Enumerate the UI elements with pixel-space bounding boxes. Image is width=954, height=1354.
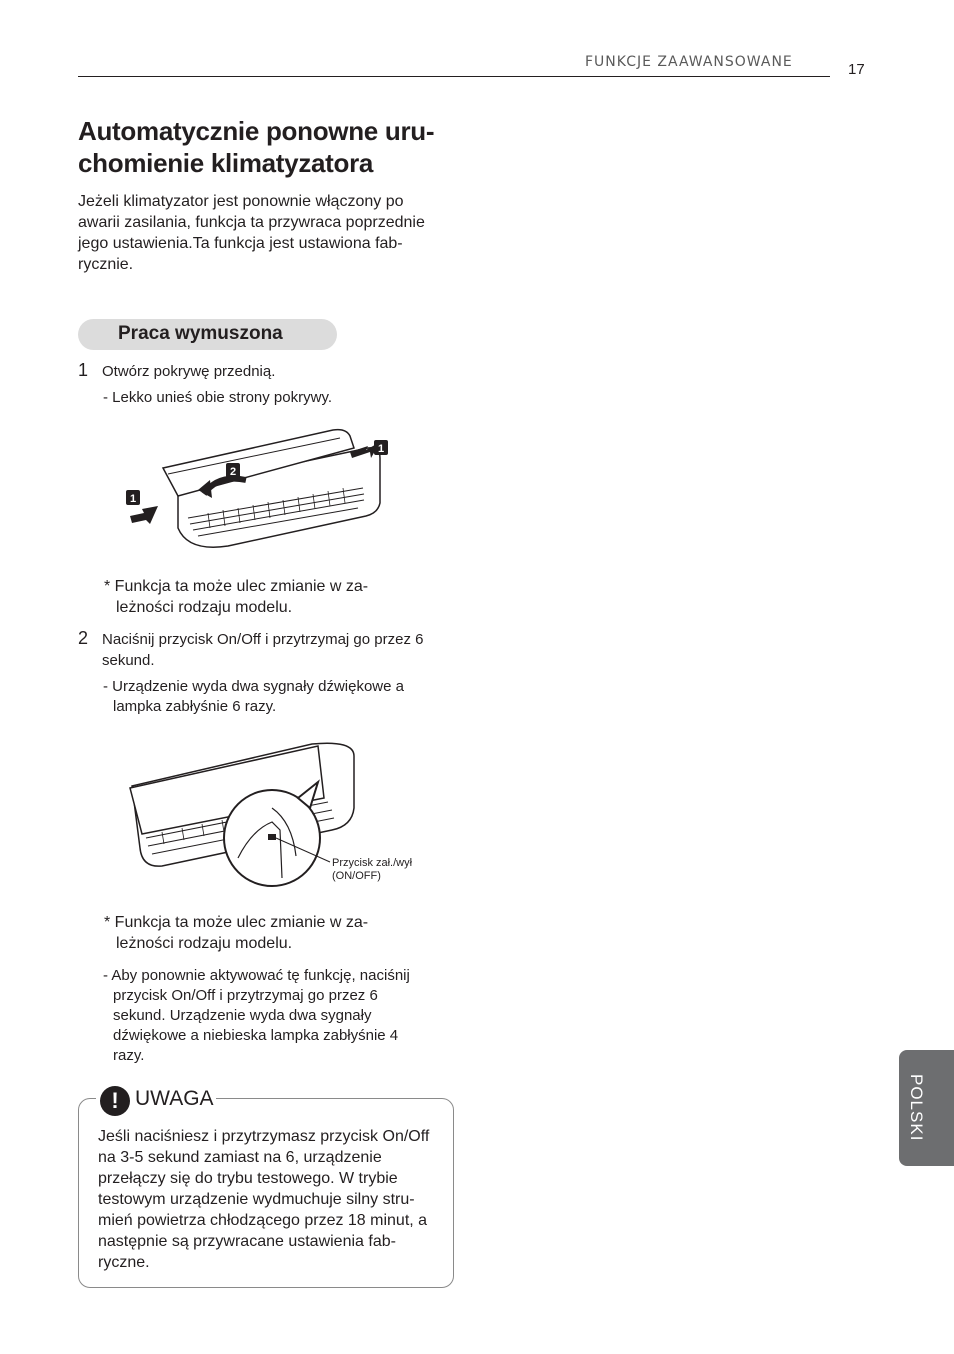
- title-line-2: chomienie klimatyzatora: [78, 148, 374, 178]
- onoff-callout-line-2: (ON/OFF): [332, 870, 381, 882]
- reactivate-line: sekund. Urządzenie wyda dwa sygnały: [113, 1007, 372, 1024]
- note-line: * Funkcja ta może ulec zmianie w za-: [104, 914, 369, 931]
- reactivate-line: przycisk On/Off i przytrzymaj go przez 6: [113, 987, 378, 1004]
- warning-title: UWAGA: [135, 1087, 214, 1110]
- note-line: leżności rodzaju modelu.: [116, 599, 293, 616]
- intro-line: jego ustawienia.Ta funkcja jest ustawiona fab-: [78, 235, 403, 252]
- intro-line: Jeżeli klimatyzator jest ponownie włączony po: [78, 193, 404, 210]
- warning-line: na 3-5 sekund zamiast na 6, urządzenie: [98, 1149, 382, 1166]
- header-rule: [78, 76, 830, 77]
- step-2-sub-line: lampka zabłyśnie 6 razy.: [113, 698, 277, 715]
- step-2-subtext: [103, 677, 404, 717]
- step-2-line: Naciśnij przycisk On/Off i przytrzymaj go przez 6: [102, 631, 424, 648]
- warning-line: testowym urządzenie wydmuchuje silny stru-: [98, 1191, 415, 1208]
- warning-line: następnie są przywracane ustawienia fab-: [98, 1233, 396, 1250]
- note-line: * Funkcja ta może ulec zmianie w za-: [104, 578, 369, 595]
- warning-line: mień powietrza chłodzącego przez 18 minut, a: [98, 1212, 428, 1229]
- step-1-text: Otwórz pokrywę przednią.: [102, 363, 276, 380]
- open-cover-illustration: [118, 418, 398, 558]
- warning-line: ryczne.: [98, 1254, 150, 1271]
- step-2-number: 2: [78, 628, 89, 648]
- badge-label: 1: [377, 443, 385, 455]
- page-title: [78, 115, 458, 179]
- intro-line: rycznie.: [78, 256, 134, 273]
- reactivate-line: razy.: [113, 1047, 145, 1064]
- reactivate-instructions: [103, 966, 410, 1066]
- step-2-sub-line: - Urządzenie wyda dwa sygnały dźwiękowe a: [103, 678, 404, 695]
- intro-paragraph: [78, 191, 458, 275]
- onoff-callout-line-1: Przycisk zał./wył: [332, 857, 413, 869]
- page-number: 17: [848, 61, 865, 78]
- onoff-button-illustration: [122, 738, 442, 890]
- intro-line: awarii zasilania, funkcja ta przywraca poprzednie: [78, 214, 425, 231]
- warning-text: [98, 1126, 443, 1273]
- step-1-subtext: - Lekko unieś obie strony pokrywy.: [103, 389, 332, 406]
- step-2-text: [102, 629, 423, 671]
- title-line-1: Automatycznie ponowne uru-: [78, 116, 435, 146]
- warning-line: przełączy się do trybu testowego. W trybie: [98, 1170, 398, 1187]
- model-note-1: [104, 576, 368, 618]
- reactivate-line: - Aby ponownie aktywować tę funkcję, naciśnij: [103, 967, 410, 984]
- running-header-section: FUNKCJE ZAAWANSOWANE: [585, 54, 793, 70]
- exclamation-icon: !: [100, 1086, 130, 1116]
- note-line: leżności rodzaju modelu.: [116, 935, 293, 952]
- warning-line: Jeśli naciśniesz i przytrzymasz przycisk On/Off: [98, 1128, 430, 1145]
- language-tab-label: POLSKI: [907, 1074, 926, 1142]
- badge-label: 1: [129, 493, 137, 505]
- section-heading: Praca wymuszona: [118, 323, 283, 344]
- step-1-number: 1: [78, 360, 89, 380]
- model-note-2: [104, 912, 368, 954]
- reactivate-line: dźwiękowe a niebieska lampka zabłyśnie 4: [113, 1027, 399, 1044]
- badge-label: 2: [229, 466, 237, 478]
- step-2-line: sekund.: [102, 652, 155, 669]
